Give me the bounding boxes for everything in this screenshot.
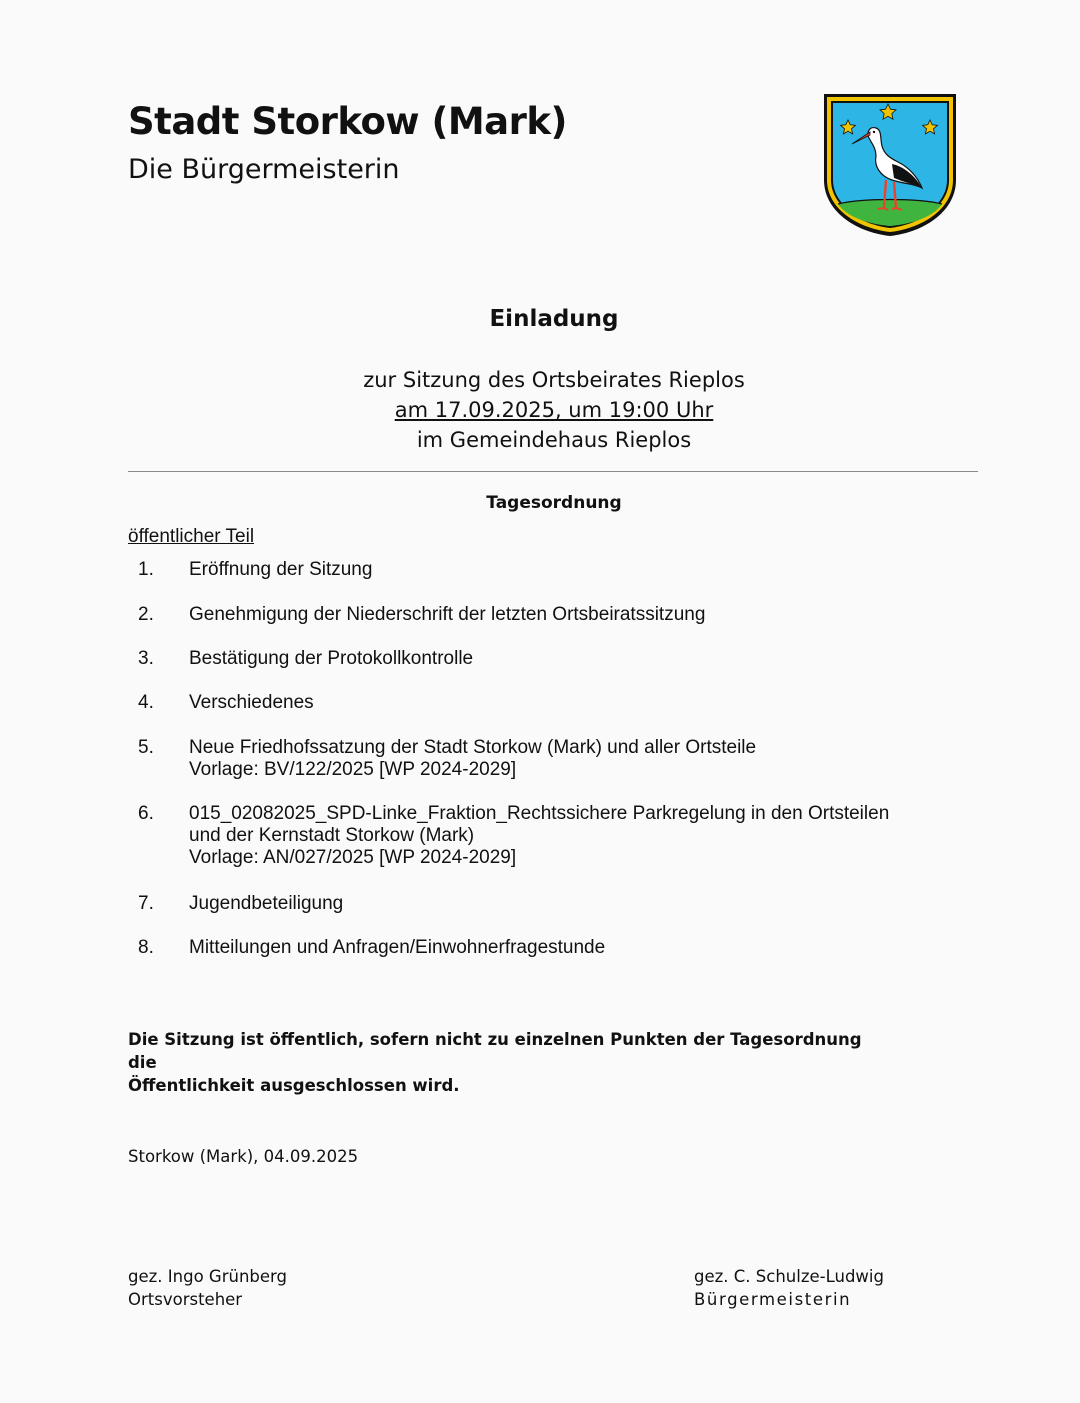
meeting-details [0, 365, 1080, 455]
meeting-location: im Gemeindehaus Rieplos [416, 428, 692, 452]
agenda-item-number: 2. [138, 604, 154, 625]
agenda-item-text: Bestätigung der Protokollkontrolle [189, 648, 474, 669]
public-notice [128, 1028, 888, 1097]
agenda-item-text: Eröffnung der Sitzung [189, 559, 373, 580]
notice-line: Die Sitzung ist öffentlich, sofern nicht zu einzelnen Punkten der Tagesordnung die [128, 1030, 862, 1072]
signature-left [128, 1265, 287, 1311]
stork-coat-of-arms-icon [822, 92, 958, 238]
agenda-item-number: 4. [138, 692, 154, 713]
divider [128, 471, 978, 472]
org-subtitle: Die Bürgermeisterin [128, 154, 400, 185]
agenda-item-text: und der Kernstadt Storkow (Mark) [189, 825, 475, 846]
agenda-item-number: 5. [138, 737, 154, 758]
agenda-item-text: Mitteilungen und Anfragen/Einwohnerfragestunde [189, 937, 606, 958]
signature-right [694, 1265, 884, 1311]
meeting-datetime: am 17.09.2025, um 19:00 Uhr [394, 398, 714, 422]
agenda-item-number: 1. [138, 559, 154, 580]
signatory-name: gez. C. Schulze-Ludwig [694, 1267, 884, 1286]
signatory-role: Bürgermeisterin [694, 1290, 852, 1309]
agenda-item-reference: Vorlage: BV/122/2025 [WP 2024-2029] [189, 759, 517, 780]
agenda-item-text: Jugendbeteiligung [189, 893, 344, 914]
agenda-item-number: 6. [138, 803, 154, 824]
invitation-title: Einladung [489, 306, 619, 332]
agenda-item-number: 3. [138, 648, 154, 669]
agenda-section-label: öffentlicher Teil [128, 526, 255, 547]
signatory-name: gez. Ingo Grünberg [128, 1267, 287, 1286]
agenda-item-text: Verschiedenes [189, 692, 314, 713]
place-date: Storkow (Mark), 04.09.2025 [128, 1147, 359, 1166]
signatory-role: Ortsvorsteher [128, 1290, 243, 1309]
agenda-item-text: 015_02082025_SPD-Linke_Fraktion_Rechtssichere Parkregelung in den Ortsteilen [189, 803, 890, 824]
notice-line: Öffentlichkeit ausgeschlossen wird. [128, 1076, 460, 1095]
agenda-item-number: 7. [138, 893, 154, 914]
meeting-line: zur Sitzung des Ortsbeirates Rieplos [363, 368, 745, 392]
org-name: Stadt Storkow (Mark) [128, 100, 567, 143]
agenda-item-text: Genehmigung der Niederschrift der letzten Ortsbeiratssitzung [189, 604, 706, 625]
agenda-item-reference: Vorlage: AN/027/2025 [WP 2024-2029] [189, 847, 517, 868]
agenda-item-text: Neue Friedhofssatzung der Stadt Storkow (Mark) und aller Ortsteile [189, 737, 757, 758]
agenda-heading: Tagesordnung [486, 493, 622, 513]
agenda-item-number: 8. [138, 937, 154, 958]
